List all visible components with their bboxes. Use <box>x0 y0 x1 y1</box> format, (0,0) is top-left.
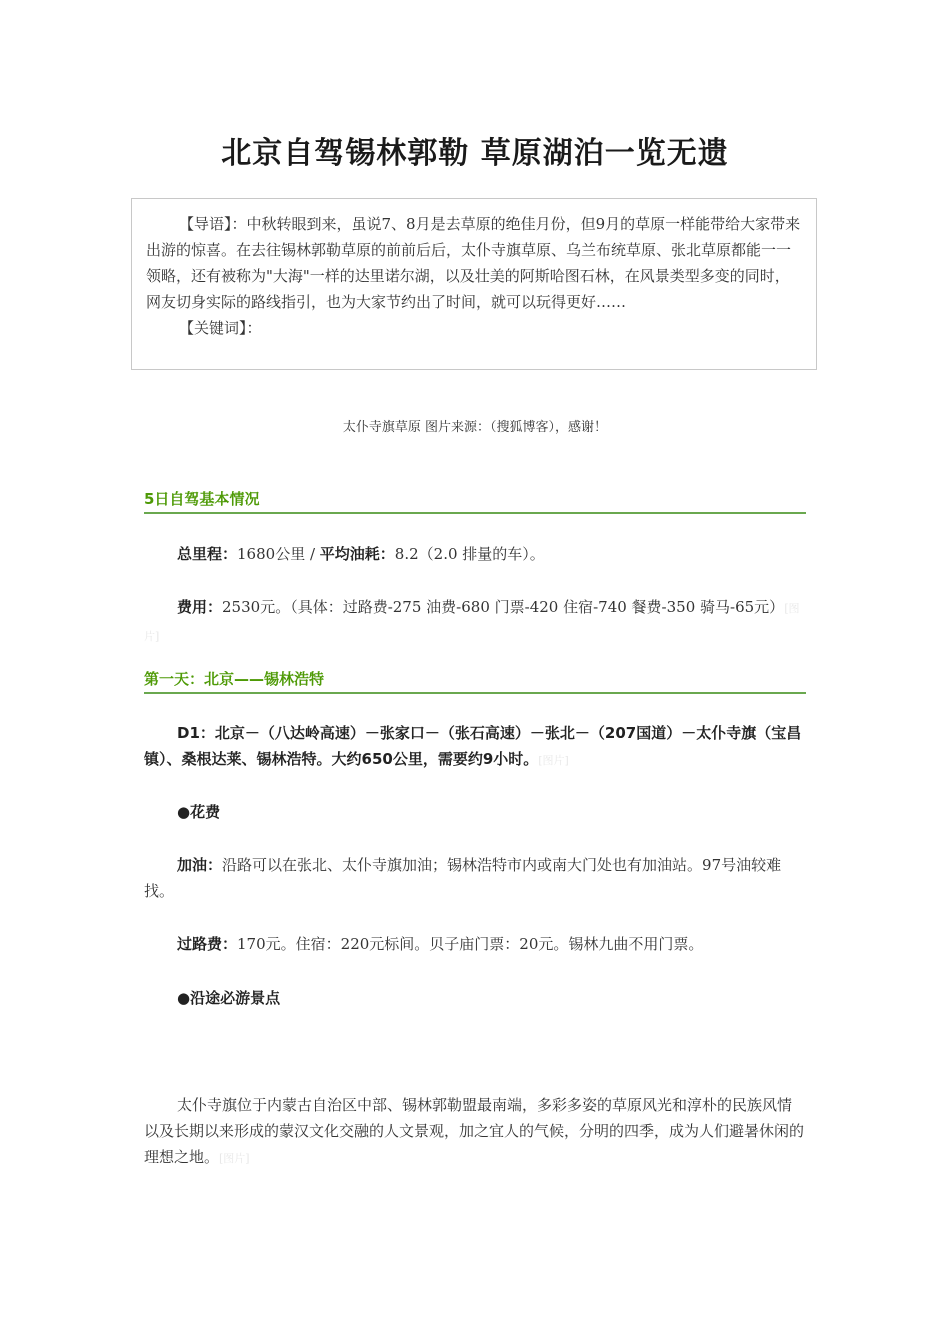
toll-line <box>144 931 806 957</box>
article-title: 北京自驾锡林郭勒 草原湖泊一览无遗 <box>221 136 729 171</box>
route-image-placeholder: [图片] <box>538 754 569 767</box>
mileage-label: 总里程： <box>177 545 238 563</box>
fuel-text: 沿路可以在张北、太仆寺旗加油；锡林浩特市内或南大门处也有加油站。97号油较难找。 <box>144 856 782 900</box>
toll-label: 过路费： <box>177 935 238 953</box>
cost-line <box>144 594 806 650</box>
cost-image-placeholder: [图片] <box>144 602 800 643</box>
day1-route <box>144 720 806 774</box>
fuel-label: 加油： <box>177 856 223 874</box>
cost-label: 费用： <box>177 598 223 616</box>
expense-heading: ●花费 <box>177 803 221 821</box>
sights-image-placeholder: [图片] <box>219 1152 250 1165</box>
cost-value: 2530元。（具体：过路费-275 油费-680 门票-420 住宿-740 餐费-350 骑马-65元） <box>222 598 785 616</box>
intro-box <box>131 198 817 370</box>
section-heading-day1: 第一天：北京——锡林浩特 <box>144 668 806 694</box>
fuel-consumption-value: 8.2（2.0 排量的车）。 <box>394 545 545 563</box>
mileage-line <box>144 541 806 567</box>
sights-text: 太仆寺旗位于内蒙古自治区中部、锡林郭勒盟最南端，多彩多姿的草原风光和淳朴的民族风情以及长期以来形成的蒙汉文化交融的人文景观，加之宜人的气候，分明的四季，成为人们避暑休闲的理想之地。 <box>144 1096 805 1166</box>
sights-heading: ●沿途必游景点 <box>177 989 281 1007</box>
intro-lead: 【导语】：中秋转眼到来，虽说7、8月是去草原的绝佳月份，但9月的草原一样能带给大家带来出游的惊喜。在去往锡林郭勒草原的前前后后，太仆寺旗草原、乌兰布统草原、张北草原都能一一领略，还有被称为"大海"一样的达里诺尔湖，以及壮美的阿斯哈图石林，在风景类型多变的同时，网友切身实际的路线指引，也为大家节约出了时间，就可以玩得更好…… <box>146 215 801 311</box>
section-heading-basic: 5日自驾基本情况 <box>144 488 806 514</box>
sights-paragraph <box>144 1092 806 1172</box>
fuel-consumption-label: 平均油耗： <box>319 545 395 563</box>
day1-route-text: D1：北京－（八达岭高速）－张家口－（张石高速）－张北－（207国道）－太仆寺旗（宝昌镇）、桑根达莱、锡林浩特。大约650公里，需要约9小时。 <box>144 724 802 768</box>
mileage-value: 1680公里 / <box>237 545 320 563</box>
fuel-line <box>144 852 806 904</box>
image-caption: 太仆寺旗草原 图片来源：（搜狐博客），感谢！ <box>342 420 608 435</box>
intro-keywords: 【关键词】： <box>179 319 262 337</box>
toll-text: 170元。住宿：220元标间。贝子庙门票：20元。锡林九曲不用门票。 <box>237 935 704 953</box>
